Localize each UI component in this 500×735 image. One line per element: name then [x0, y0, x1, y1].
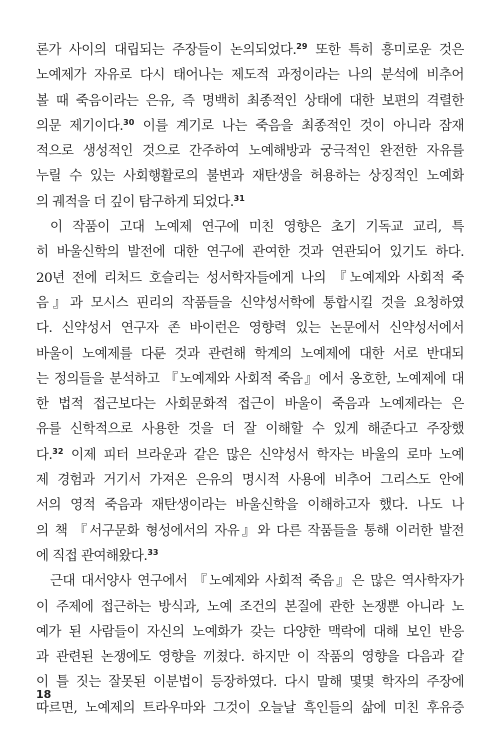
text-line: [36, 620, 464, 645]
page-body: [36, 38, 464, 721]
line-text: 바울이 노예제를 다룬 것과 관련해 학계의 노예제에 대한 서로 반대되: [36, 346, 464, 362]
text-line: [36, 190, 464, 215]
line-text: 볼 때 죽음이라는 은유, 즉 명백히 최종적인 상태에 대한 보편의 격렬한: [36, 93, 464, 109]
line-text: 서의 영적 죽음과 재탄생이라는 바울신학을 이해하고자 했다. 나도 나: [36, 498, 464, 514]
text-line: [36, 519, 464, 544]
line-text-tail: 또한 특히 흥미로운 것은: [307, 43, 464, 58]
line-text: 다.: [36, 447, 53, 463]
footnote-marker: 30: [123, 117, 135, 127]
line-text: 근대 대서양사 연구에서 『노예제와 사회적 죽음』은 많은 역사학자가: [50, 574, 464, 590]
line-text: 적으로 생성적인 것으로 간주하여 노예해방과 궁극적인 완전한 자유를: [36, 144, 464, 160]
text-line: [36, 89, 464, 114]
text-line: [36, 367, 464, 392]
line-text: 따르면, 노예제의 트라우마와 그것이 오늘날 흑인들의 삶에 미친 후유증: [36, 700, 464, 716]
text-line: [36, 493, 464, 518]
text-line: [36, 670, 464, 695]
line-text: 제 경험과 거기서 가져온 은유의 명시적 사용에 비추어 그리스도 안에: [36, 473, 464, 489]
text-line: [36, 164, 464, 189]
text-line: [36, 392, 464, 417]
text-line: [36, 316, 464, 341]
line-text: 에 직접 관여해왔다.: [36, 548, 148, 564]
line-text: 과 관련된 논쟁에도 영향을 끼쳤다. 하지만 이 작품의 영향을 다음과 같: [36, 650, 464, 666]
line-text: 이 작품이 고대 노예제 연구에 미친 영향은 초기 기독교 교리, 특: [50, 220, 464, 236]
text-line: [36, 544, 464, 569]
line-text: 예가 된 사람들이 자신의 노예화가 갖는 다양한 맥락에 대해 보인 반응: [36, 624, 464, 640]
line-text: 음』과 모시스 핀리의 작품들을 신약성서학에 통합시킬 것을 요청하였: [36, 295, 464, 311]
text-line: [36, 240, 464, 265]
footnote-marker: 33: [147, 547, 159, 557]
footnote-marker: 32: [52, 446, 64, 456]
line-text-tail: 이제 피터 브라운과 같은 많은 신약성서 학자는 바울의 로마 노예: [63, 447, 464, 463]
line-text: 의 책 『서구문화 형성에서의 자유』와 다른 작품들을 통해 이러한 발전: [36, 523, 464, 539]
text-line: [36, 215, 464, 240]
line-text: 이 주제에 접근하는 방식과, 노예 조건의 본질에 관한 논쟁뿐 아니라 노: [36, 599, 464, 615]
line-text: 히 바울신학의 발전에 대한 연구에 관여한 것과 연관되어 있기도 하다.: [36, 245, 464, 261]
text-line: [36, 443, 464, 468]
line-text: 한 법적 접근보다는 사회문화적 접근이 바울이 죽음과 노예제라는 은: [36, 397, 464, 413]
text-line: [36, 342, 464, 367]
paragraph: [36, 38, 464, 215]
line-text: 는 정의들을 분석하고 『노예제와 사회적 죽음』에서 옹호한, 노예제에 대: [36, 371, 464, 387]
line-text: 20년 전에 리처드 호슬리는 성서학자들에게 나의 『노예제와 사회적 죽: [36, 270, 464, 286]
text-line: [36, 468, 464, 493]
text-line: [36, 114, 464, 139]
line-text: 의문 제기이다.: [36, 118, 124, 134]
text-line: [36, 645, 464, 670]
line-text: 다. 신약성서 연구자 존 바이런은 영향력 있는 논문에서 신약성서에서: [36, 321, 464, 337]
text-line: [36, 63, 464, 88]
footnote-marker: 31: [233, 193, 245, 203]
footnote-marker: 29: [296, 42, 308, 51]
line-text: 론가 사이의 대립되는 주장들이 논의되었다.: [36, 43, 297, 58]
text-line: [36, 139, 464, 164]
text-line: [36, 38, 464, 63]
text-line: [36, 417, 464, 442]
line-text: 노예제가 자유로 다시 태어나는 제도적 과정이라는 나의 분석에 비추어: [36, 68, 464, 84]
paragraph: [36, 215, 464, 569]
line-text: 이 틀 짓는 잘못된 이분법이 등장하였다. 다시 말해 몇몇 학자의 주장에: [36, 675, 464, 691]
text-line: [36, 696, 464, 721]
line-text: 의 궤적을 더 깊이 탐구하게 되었다.: [36, 194, 234, 210]
paragraph: [36, 569, 464, 721]
line-text-tail: 이를 계기로 나는 죽음을 최종적인 것이 아니라 잠재: [134, 118, 464, 134]
line-text: 누릴 수 있는 사회행활로의 불변과 재탄생을 허용하는 상징적인 노예화: [36, 169, 464, 185]
page-number: 18: [36, 688, 52, 701]
text-line: [36, 595, 464, 620]
text-line: [36, 569, 464, 594]
text-line: [36, 291, 464, 316]
text-line: [36, 266, 464, 291]
line-text: 유를 신학적으로 사용한 것을 더 잘 이해할 수 있게 해준다고 주장했: [36, 422, 464, 438]
